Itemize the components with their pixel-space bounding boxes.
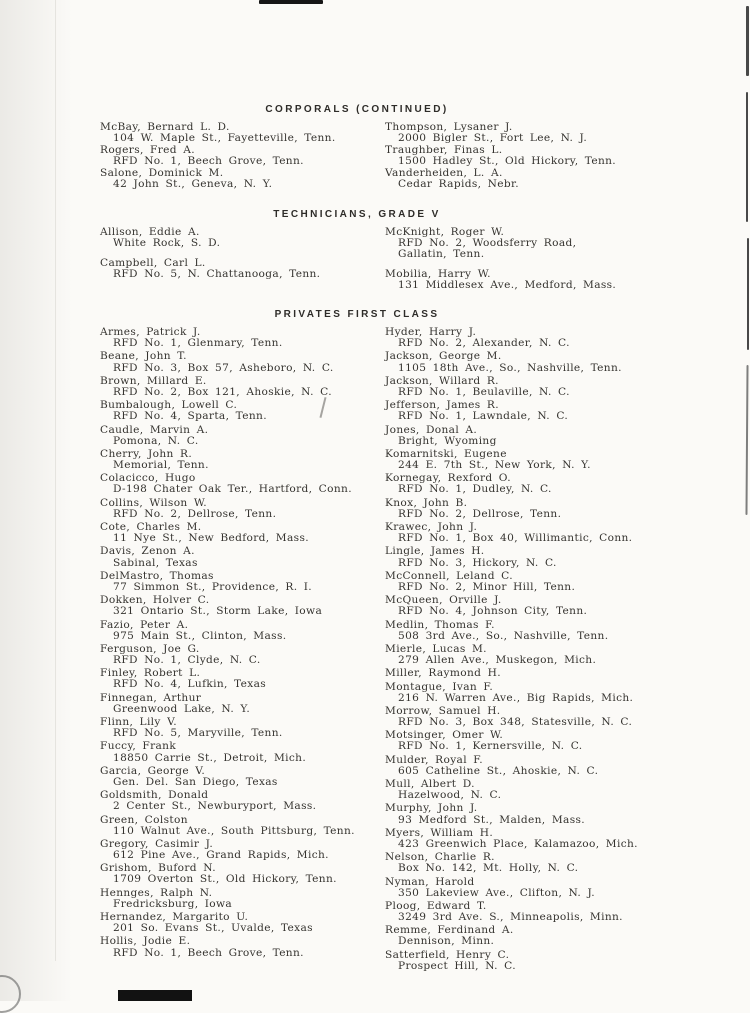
person-address: RFD No. 3, Box 348, Statesville, N. C. bbox=[398, 716, 633, 729]
roster-entry bbox=[385, 779, 654, 801]
roster-entry bbox=[100, 145, 385, 167]
person-name: McKnight, Roger W. bbox=[385, 225, 505, 238]
person-address: RFD No. 3, Hickory, N. C. bbox=[398, 556, 557, 569]
person-name: Nelson, Charlie R. bbox=[385, 851, 495, 864]
person-name: Ferguson, Joe G. bbox=[100, 642, 200, 655]
roster-entry bbox=[385, 595, 654, 617]
roster-entry bbox=[385, 327, 654, 349]
person-address: RFD No. 1, Box 40, Willimantic, Conn. bbox=[398, 532, 633, 545]
person-address: 77 Simmon St., Providence, R. I. bbox=[113, 580, 312, 593]
person-name: Mierle, Lucas M. bbox=[385, 642, 487, 655]
person-name: Flinn, Lily V. bbox=[100, 716, 177, 729]
roster-entry bbox=[385, 620, 654, 642]
person-address: 350 Lakeview Ave., Clifton, N. J. bbox=[398, 886, 595, 899]
person-address: Box No. 142, Mt. Holly, N. C. bbox=[398, 862, 579, 875]
privates-columns bbox=[100, 327, 654, 974]
person-name: Vanderheiden, L. A. bbox=[385, 167, 503, 180]
person-name: Mobilia, Harry W. bbox=[385, 267, 491, 280]
roster-entry bbox=[385, 425, 654, 447]
person-name: Bumbalough, Lowell C. bbox=[100, 399, 238, 412]
roster-entry bbox=[100, 376, 385, 398]
scan-artifact-right-edge bbox=[746, 92, 749, 222]
person-name: McQueen, Orville J. bbox=[385, 594, 502, 607]
person-address: RFD No. 1, Dudley, N. C. bbox=[398, 483, 552, 496]
person-address: Sabinal, Texas bbox=[113, 556, 198, 569]
scan-artifact-right-edge bbox=[747, 238, 749, 350]
person-name: Rogers, Fred A. bbox=[100, 144, 195, 157]
person-address: Pomona, N. C. bbox=[113, 434, 199, 447]
roster-entry bbox=[100, 620, 385, 642]
roster-entry bbox=[385, 877, 654, 899]
person-name: Ploog, Edward T. bbox=[385, 899, 487, 912]
person-address: RFD No. 2, Box 121, Ahoskie, N. C. bbox=[113, 385, 332, 398]
person-name: Lingle, James H. bbox=[385, 545, 485, 558]
person-address: 18850 Carrie St., Detroit, Mich. bbox=[113, 751, 307, 764]
person-address: 104 W. Maple St., Fayetteville, Tenn. bbox=[113, 132, 336, 145]
roster-entry bbox=[100, 815, 385, 837]
person-name: Jefferson, James R. bbox=[385, 399, 499, 412]
person-address: 216 N. Warren Ave., Big Rapids, Mich. bbox=[398, 691, 634, 704]
roster-entry bbox=[100, 449, 385, 471]
person-name: Morrow, Samuel H. bbox=[385, 704, 501, 717]
person-name: Gregory, Casimir J. bbox=[100, 837, 214, 850]
person-address: 3249 3rd Ave. S., Minneapolis, Minn. bbox=[398, 911, 623, 924]
person-address: Bright, Wyoming bbox=[398, 434, 497, 447]
corporals-columns bbox=[100, 122, 654, 192]
roster-entry bbox=[100, 522, 385, 544]
roster-entry bbox=[100, 122, 385, 144]
person-name: Jones, Donal A. bbox=[385, 423, 478, 436]
roster-entry bbox=[385, 145, 654, 167]
section-corporals bbox=[100, 104, 654, 192]
person-name: Collins, Wilson W. bbox=[100, 496, 208, 509]
person-address: 279 Allen Ave., Muskegon, Mich. bbox=[398, 654, 597, 666]
roster-entry bbox=[385, 901, 654, 923]
roster-entry bbox=[385, 449, 654, 471]
person-name: Fazio, Peter A. bbox=[100, 618, 189, 631]
technicians-left-column bbox=[100, 227, 385, 300]
person-name: Dokken, Holver C. bbox=[100, 594, 210, 607]
person-name: Finnegan, Arthur bbox=[100, 691, 202, 704]
roster-entry bbox=[385, 925, 654, 947]
roster-entry bbox=[100, 766, 385, 788]
person-name: Goldsmith, Donald bbox=[100, 789, 209, 802]
person-name: Armes, Patrick J. bbox=[100, 326, 201, 339]
person-name: Jackson, George M. bbox=[385, 350, 502, 363]
roster-entry bbox=[100, 790, 385, 812]
person-name: Hollis, Jodie E. bbox=[100, 935, 191, 948]
roster-entry bbox=[385, 571, 654, 593]
person-address: RFD No. 2, Alexander, N. C. bbox=[398, 337, 570, 350]
person-name: Mulder, Royal F. bbox=[385, 753, 484, 766]
roster-entry bbox=[385, 755, 654, 777]
roster-entry bbox=[385, 803, 654, 825]
person-name: Motsinger, Omer W. bbox=[385, 729, 504, 742]
roster-entry bbox=[385, 376, 654, 398]
person-name: Beane, John T. bbox=[100, 350, 187, 363]
roster-entry bbox=[385, 668, 654, 679]
roster-entry bbox=[100, 351, 385, 373]
roster-entry bbox=[385, 168, 654, 190]
roster-entry bbox=[100, 717, 385, 739]
roster-entry bbox=[100, 595, 385, 617]
roster-entry bbox=[385, 828, 654, 850]
person-address: 244 E. 7th St., New York, N. Y. bbox=[398, 459, 591, 471]
roster-entry bbox=[385, 227, 654, 260]
person-name: Komarnitski, Eugene bbox=[385, 447, 507, 460]
person-address: RFD No. 1, Beulaville, N. C. bbox=[398, 385, 570, 398]
corporals-left-column bbox=[100, 122, 385, 192]
person-name: Hennges, Ralph N. bbox=[100, 886, 213, 899]
person-name: Allison, Eddie A. bbox=[100, 225, 200, 238]
person-name: Kornegay, Rexford O. bbox=[385, 472, 511, 485]
person-address: Gallatin, Tenn. bbox=[398, 247, 485, 260]
roster-entry bbox=[385, 473, 654, 495]
roster-entry bbox=[100, 693, 385, 715]
roster-entry bbox=[385, 644, 654, 666]
person-name: Miller, Raymond H. bbox=[385, 667, 501, 680]
person-name: Finley, Robert L. bbox=[100, 667, 201, 680]
person-name: Cote, Charles M. bbox=[100, 521, 202, 534]
person-address: 2000 Bigler St., Fort Lee, N. J. bbox=[398, 132, 588, 145]
roster-entry bbox=[100, 400, 385, 422]
person-name: McBay, Bernard L. D. bbox=[100, 121, 230, 133]
roster-entry bbox=[100, 644, 385, 666]
section-title-corporals: CORPORALS (CONTINUED) bbox=[265, 104, 449, 115]
roster-entry bbox=[100, 327, 385, 349]
person-name: Krawec, John J. bbox=[385, 521, 478, 534]
person-address: Cedar Rapids, Nebr. bbox=[398, 178, 519, 191]
section-title-privates: PRIVATES FIRST CLASS bbox=[274, 309, 440, 321]
person-address: RFD No. 2, Dellrose, Tenn. bbox=[398, 507, 562, 520]
person-name: Fuccy, Frank bbox=[100, 740, 177, 753]
roster-entry bbox=[385, 522, 654, 544]
roster-entry bbox=[385, 122, 654, 144]
roster-entry bbox=[100, 668, 385, 690]
person-name: Garcia, George V. bbox=[100, 764, 206, 777]
person-address: RFD No. 2, Minor Hill, Tenn. bbox=[398, 580, 576, 593]
person-address: Greenwood Lake, N. Y. bbox=[113, 702, 251, 715]
person-name: Caudle, Marvin A. bbox=[100, 423, 209, 436]
person-address: RFD No. 2, Dellrose, Tenn. bbox=[113, 507, 277, 520]
person-address: 11 Nye St., New Bedford, Mass. bbox=[113, 532, 309, 545]
person-address: 605 Catheline St., Ahoskie, N. C. bbox=[398, 764, 599, 777]
person-name: Campbell, Carl L. bbox=[100, 256, 206, 269]
roster-entry bbox=[100, 571, 385, 593]
roster-entry bbox=[100, 425, 385, 447]
person-address: RFD No. 2, Woodsferry Road, bbox=[398, 236, 577, 249]
roster-entry bbox=[100, 227, 385, 249]
person-name: Brown, Millard E. bbox=[100, 374, 207, 387]
person-address: RFD No. 5, Maryville, Tenn. bbox=[113, 727, 283, 740]
privates-right-column bbox=[385, 327, 654, 974]
roster-entry bbox=[385, 730, 654, 752]
person-address: 201 So. Evans St., Uvalde, Texas bbox=[113, 922, 313, 935]
person-address: RFD No. 4, Johnson City, Tenn. bbox=[398, 605, 588, 618]
roster-entry bbox=[385, 852, 654, 874]
roster-entry bbox=[100, 936, 385, 958]
person-name: Salone, Dominick M. bbox=[100, 167, 224, 180]
roster-entry bbox=[385, 269, 654, 291]
person-name: DelMastro, Thomas bbox=[100, 569, 214, 582]
person-name: Colacicco, Hugo bbox=[100, 472, 196, 485]
technicians-right-column bbox=[385, 227, 654, 300]
roster-entry bbox=[385, 682, 654, 704]
roster-entry bbox=[100, 168, 385, 190]
person-address: 1709 Overton St., Old Hickory, Tenn. bbox=[113, 873, 337, 886]
roster-entry bbox=[100, 258, 385, 280]
section-technicians bbox=[100, 209, 654, 300]
person-name: Murphy, John J. bbox=[385, 802, 478, 815]
person-address: RFD No. 3, Box 57, Asheboro, N. C. bbox=[113, 361, 334, 374]
person-address: 42 John St., Geneva, N. Y. bbox=[113, 178, 273, 191]
section-privates-first-class bbox=[100, 309, 654, 974]
person-address: RFD No. 4, Sparta, Tenn. bbox=[113, 410, 267, 423]
person-address: 2 Center St., Newburyport, Mass. bbox=[113, 800, 317, 813]
person-address: Hazelwood, N. C. bbox=[398, 789, 502, 802]
person-address: Fredricksburg, Iowa bbox=[113, 897, 233, 910]
person-address: 110 Walnut Ave., South Pittsburg, Tenn. bbox=[113, 824, 355, 837]
person-address: RFD No. 1, Kernersville, N. C. bbox=[398, 740, 583, 753]
person-name: McConnell, Leland C. bbox=[385, 569, 513, 582]
person-address: 93 Medford St., Malden, Mass. bbox=[398, 813, 585, 826]
person-name: Jackson, Willard R. bbox=[385, 374, 499, 387]
person-name: Knox, John B. bbox=[385, 496, 468, 509]
person-name: Grishom, Buford N. bbox=[100, 862, 216, 875]
roster-entry bbox=[100, 863, 385, 885]
person-name: Hernandez, Margarito U. bbox=[100, 911, 249, 924]
person-name: Nyman, Harold bbox=[385, 875, 475, 888]
roster-entry bbox=[100, 473, 385, 495]
roster-entry bbox=[385, 546, 654, 568]
person-name: Traughber, Finas L. bbox=[385, 144, 503, 157]
roster-entry bbox=[100, 888, 385, 910]
roster-entry bbox=[100, 741, 385, 763]
person-address: Memorial, Tenn. bbox=[113, 459, 209, 471]
person-address: 508 3rd Ave., So., Nashville, Tenn. bbox=[398, 629, 609, 642]
roster-entry bbox=[385, 400, 654, 422]
person-address: 321 Ontario St., Storm Lake, Iowa bbox=[113, 605, 323, 618]
person-address: RFD No. 4, Lufkin, Texas bbox=[113, 678, 267, 691]
roster-entry bbox=[100, 546, 385, 568]
corporals-right-column bbox=[385, 122, 654, 192]
roster-entry bbox=[385, 950, 654, 972]
person-address: RFD No. 1, Clyde, N. C. bbox=[113, 654, 261, 666]
section-title-technicians: TECHNICIANS, GRADE V bbox=[273, 208, 441, 220]
scan-artifact-right-edge bbox=[746, 6, 749, 76]
person-address: RFD No. 1, Lawndale, N. C. bbox=[398, 410, 569, 423]
person-name: Thompson, Lysaner J. bbox=[385, 121, 513, 133]
person-address: RFD No. 5, N. Chattanooga, Tenn. bbox=[113, 267, 321, 280]
privates-left-column bbox=[100, 327, 385, 974]
person-name: Green, Colston bbox=[100, 813, 188, 826]
roster-entry bbox=[385, 706, 654, 728]
person-name: Cherry, John R. bbox=[100, 447, 193, 460]
person-address: White Rock, S. D. bbox=[113, 236, 221, 249]
person-address: RFD No. 1, Glenmary, Tenn. bbox=[113, 337, 283, 350]
person-name: Myers, William H. bbox=[385, 826, 494, 839]
person-name: Remme, Ferdinand A. bbox=[385, 924, 514, 937]
person-name: Mull, Albert D. bbox=[385, 778, 475, 791]
person-address: RFD No. 1, Beech Grove, Tenn. bbox=[113, 946, 304, 959]
person-address: 612 Pine Ave., Grand Rapids, Mich. bbox=[113, 849, 329, 861]
person-name: Satterfield, Henry C. bbox=[385, 948, 510, 961]
roster-entry bbox=[100, 839, 385, 861]
person-address: 975 Main St., Clinton, Mass. bbox=[113, 629, 287, 642]
person-name: Hyder, Harry J. bbox=[385, 326, 477, 339]
person-address: Gen. Del. San Diego, Texas bbox=[113, 775, 278, 788]
person-address: 423 Greenwich Place, Kalamazoo, Mich. bbox=[398, 837, 638, 850]
roster-entry bbox=[100, 912, 385, 934]
roster-entry bbox=[385, 498, 654, 520]
technicians-columns bbox=[100, 227, 654, 300]
person-address: D-198 Chater Oak Ter., Hartford, Conn. bbox=[113, 483, 352, 496]
roster-entry bbox=[100, 498, 385, 520]
person-name: Montague, Ivan F. bbox=[385, 680, 494, 693]
person-address: 131 Middlesex Ave., Medford, Mass. bbox=[398, 278, 617, 291]
person-address: RFD No. 1, Beech Grove, Tenn. bbox=[113, 155, 304, 168]
person-name: Davis, Zenon A. bbox=[100, 545, 195, 558]
person-address: Prospect Hill, N. C. bbox=[398, 959, 516, 972]
person-address: Dennison, Minn. bbox=[398, 935, 495, 948]
person-address: 1500 Hadley St., Old Hickory, Tenn. bbox=[398, 155, 617, 168]
roster-entry bbox=[385, 351, 654, 373]
person-name: Medlin, Thomas F. bbox=[385, 618, 495, 631]
person-address: 1105 18th Ave., So., Nashville, Tenn. bbox=[398, 361, 622, 374]
